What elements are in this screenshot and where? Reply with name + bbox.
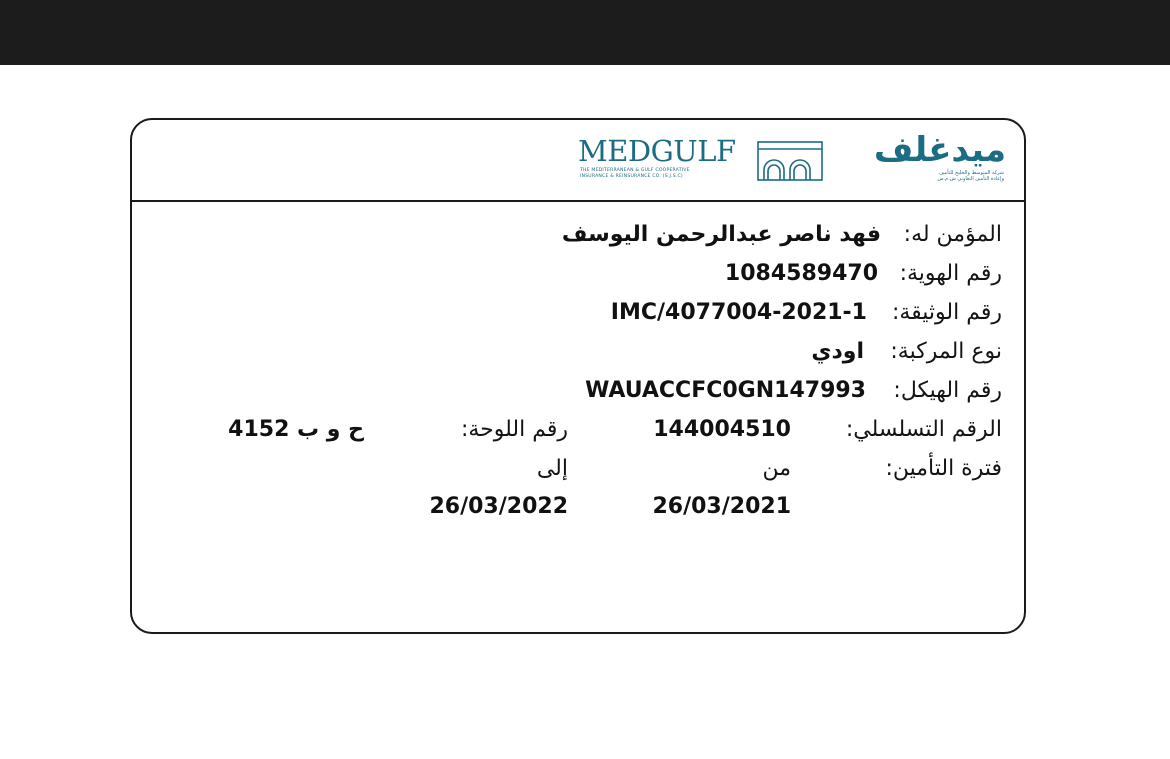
top-bar <box>0 0 1170 65</box>
logo-arabic-subtitle-2: وإعادة التأمين التعاوني ش.م.س <box>937 176 1004 182</box>
to-label: إلى <box>536 456 568 481</box>
logo-english <box>578 134 756 184</box>
chassis-value: WAUACCFC0GN147993 <box>585 378 866 403</box>
logo-english-name: MEDGULF <box>578 134 736 168</box>
from-label: من <box>762 456 791 481</box>
chassis-label: رقم الهيكل: <box>893 378 1002 403</box>
policy-label: رقم الوثيقة: <box>891 300 1002 325</box>
plate-value: ح و ب 4152 <box>228 417 364 442</box>
medgulf-arches-icon <box>756 140 824 182</box>
serial-label: الرقم التسلسلي: <box>845 417 1002 442</box>
plate-label: رقم اللوحة: <box>460 417 568 442</box>
vehicle-type-label: نوع المركبة: <box>890 339 1002 364</box>
from-date: 26/03/2021 <box>652 494 791 519</box>
insured-label: المؤمن له: <box>903 222 1002 247</box>
logo-arabic <box>824 130 1008 184</box>
logo-arabic-subtitle-1: شركة المتوسط والخليج للتأمين <box>939 170 1004 176</box>
card-header <box>132 120 1024 202</box>
policy-value: IMC/4077004-2021-1 <box>610 300 867 325</box>
id-label: رقم الهوية: <box>899 261 1002 286</box>
logo-english-subtitle-2: INSURANCE & REINSURANCE CO. (S.J.S.C) <box>580 174 683 179</box>
insured-value: فهد ناصر عبدالرحمن اليوسف <box>561 222 881 247</box>
vehicle-type-value: اودي <box>811 339 864 364</box>
insurance-card <box>130 118 1026 634</box>
medgulf-logo <box>578 130 1008 186</box>
id-value: 1084589470 <box>724 261 878 286</box>
period-label: فترة التأمين: <box>885 456 1002 481</box>
to-date: 26/03/2022 <box>429 494 568 519</box>
serial-value: 144004510 <box>653 417 791 442</box>
logo-english-subtitle-1: THE MEDITERRANEAN & GULF COOPERATIVE <box>580 168 690 173</box>
logo-arabic-name: ميدغلف <box>873 130 1006 170</box>
